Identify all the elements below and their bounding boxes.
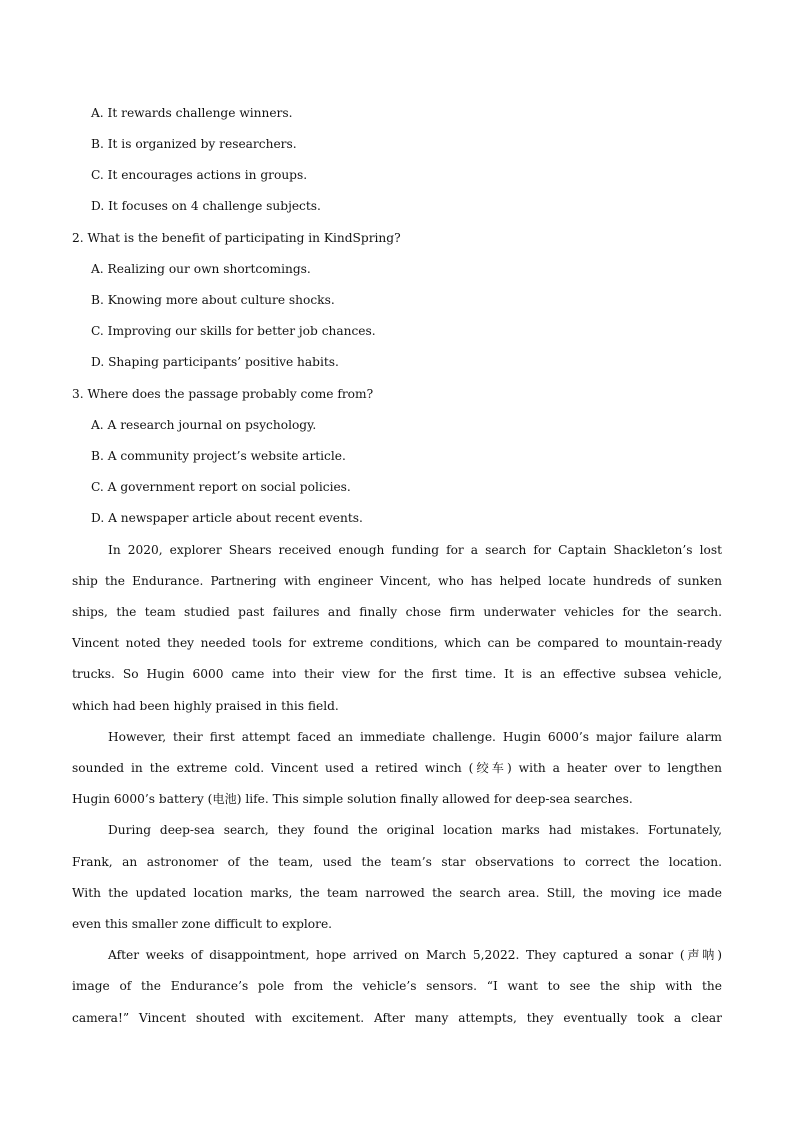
passage-p2-line: Hugin 6000’s battery (电池) life. This simple solution finally allowed for deep-sea searches. [72,792,633,806]
q1-option-b: B. It is organized by researchers. [91,137,297,151]
passage-p4-line: After weeks of disappointment, hope arrived on March 5,2022. They captured a sonar (声呐) [108,948,722,962]
q1-option-c: C. It encourages actions in groups. [91,168,308,182]
q1-option-a: A. It rewards challenge winners. [91,106,293,120]
passage-p4-line: camera!” Vincent shouted with excitement. After many attempts, they eventually took a clear [72,1011,722,1025]
q2-option-b: B. Knowing more about culture shocks. [91,293,335,307]
q2-option-d: D. Shaping participants’ positive habits. [91,355,339,369]
passage-p3-line: even this smaller zone difficult to explore. [72,917,333,931]
q3-option-a: A. A research journal on psychology. [91,418,317,432]
q2-option-a: A. Realizing our own shortcomings. [91,262,311,276]
q3-option-d: D. A newspaper article about recent events. [91,511,363,525]
passage-p2-line: sounded in the extreme cold. Vincent used a retired winch (绞车) with a heater over to lengthen [72,761,722,775]
q2-question: 2. What is the benefit of participating in KindSpring? [72,231,401,245]
passage-p1-line: Vincent noted they needed tools for extreme conditions, which can be compared to mountain-ready [72,636,722,650]
q3-question: 3. Where does the passage probably come from? [72,387,374,401]
passage-p1-line: trucks. So Hugin 6000 came into their view for the first time. It is an effective subsea vehicle, [72,667,722,681]
passage-p1-line: which had been highly praised in this field. [72,699,339,713]
q1-option-d: D. It focuses on 4 challenge subjects. [91,199,321,213]
q3-option-b: B. A community project’s website article. [91,449,346,463]
passage-p1-line: In 2020, explorer Shears received enough funding for a search for Captain Shackleton’s lost [108,543,722,557]
passage-p1-line: ships, the team studied past failures and finally chose firm underwater vehicles for the search. [72,605,722,619]
passage-p3-line: During deep-sea search, they found the original location marks had mistakes. Fortunately, [108,823,722,837]
passage-p2-line: However, their first attempt faced an immediate challenge. Hugin 6000’s major failure alarm [108,730,722,744]
q3-option-c: C. A government report on social policies. [91,480,351,494]
passage-p3-line: Frank, an astronomer of the team, used the team’s star observations to correct the location. [72,855,722,869]
passage-p1-line: ship the Endurance. Partnering with engineer Vincent, who has helped locate hundreds of sunken [72,574,722,588]
passage-p4-line: image of the Endurance’s pole from the vehicle’s sensors. “I want to see the ship with the [72,979,722,993]
passage-p3-line: With the updated location marks, the team narrowed the search area. Still, the moving ice made [72,886,722,900]
q2-option-c: C. Improving our skills for better job chances. [91,324,376,338]
